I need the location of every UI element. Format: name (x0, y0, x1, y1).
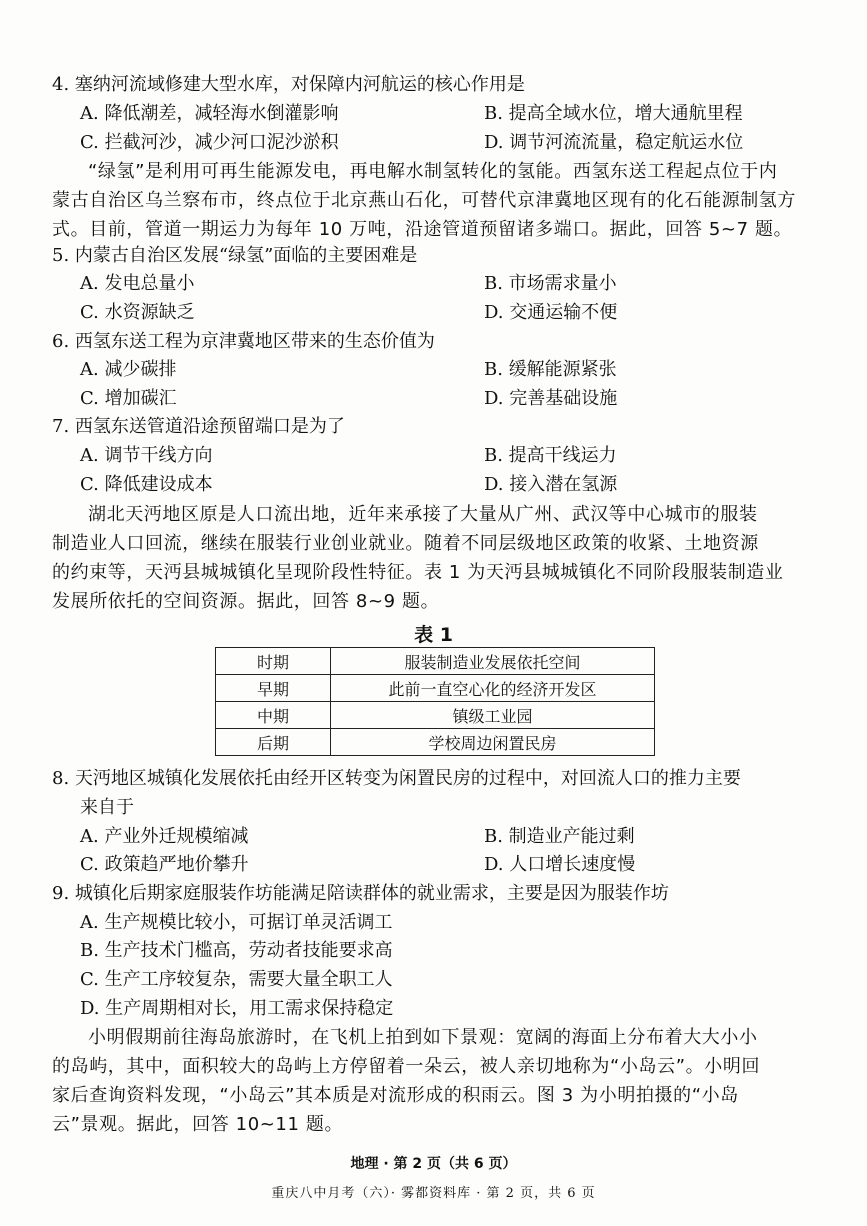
table-row (216, 729, 655, 756)
table-header-cell: 时期 (216, 648, 331, 675)
q5-option-d: D. 交通运输不便 (484, 302, 618, 323)
q8-option-a: A. 产业外迁规模缩减 (80, 826, 249, 847)
q5-option-c: C. 水资源缺乏 (80, 302, 195, 323)
passage3-line4: 云”景观。据此，回答 10~11 题。 (52, 1114, 344, 1135)
q8-stem-line2: 来自于 (80, 797, 134, 818)
q4-option-c: C. 拦截河沙，减少河口泥沙淤积 (80, 132, 339, 153)
q8-option-c: C. 政策趋严地价攀升 (80, 854, 249, 875)
table-header-cell: 服装制造业发展依托空间 (331, 648, 655, 675)
q4-option-a: A. 降低潮差，减轻海水倒灌影响 (80, 103, 339, 124)
passage2-line1: 湖北天沔地区原是人口流出地，近年来承接了大量从广州、武汉等中心城市的服装 (88, 504, 758, 525)
table-cell: 镇级工业园 (331, 702, 655, 729)
table-cell: 早期 (216, 675, 331, 702)
q7-option-a: A. 调节干线方向 (80, 445, 213, 466)
passage1-line1: “绿氢”是利用可再生能源发电，再电解水制氢转化的氢能。西氢东送工程起点位于内 (88, 161, 778, 182)
q7-option-b: B. 提高干线运力 (484, 445, 617, 466)
page-number: 地理 · 第 2 页（共 6 页） (350, 1156, 517, 1172)
table-row (216, 702, 655, 729)
q9-option-b: B. 生产技术门槛高，劳动者技能要求高 (80, 940, 393, 961)
q5-stem: 5. 内蒙古自治区发展“绿氢”面临的主要困难是 (52, 245, 418, 266)
q5-option-b: B. 市场需求量小 (484, 273, 617, 294)
q6-option-d: D. 完善基础设施 (484, 388, 618, 409)
q6-option-c: C. 增加碳汇 (80, 388, 177, 409)
passage3-line2: 的岛屿，其中，面积较大的岛屿上方停留着一朵云，被人亲切地称为“小岛云”。小明回 (52, 1056, 761, 1077)
q8-option-d: D. 人口增长速度慢 (484, 854, 636, 875)
source-line: 重庆八中月考（六）· 雾都资料库 · 第 2 页，共 6 页 (271, 1186, 596, 1201)
table-cell: 学校周边闲置民房 (331, 729, 655, 756)
passage3-line1: 小明假期前往海岛旅游时，在飞机上拍到如下景观：宽阔的海面上分布着大大小小 (88, 1027, 758, 1048)
q7-option-c: C. 降低建设成本 (80, 474, 213, 495)
passage1-line3: 式。目前，管道一期运力为每年 10 万吨，沿途管道预留诸多端口。据此，回答 5~7 题。 (52, 219, 793, 240)
passage2-line4: 发展所依托的空间资源。据此，回答 8~9 题。 (52, 591, 440, 612)
q4-option-d: D. 调节河流流量，稳定航运水位 (484, 132, 744, 153)
q4-option-b: B. 提高全域水位，增大通航里程 (484, 103, 743, 124)
table-cell: 后期 (216, 729, 331, 756)
q6-stem: 6. 西氢东送工程为京津冀地区带来的生态价值为 (52, 331, 435, 352)
q8-option-b: B. 制造业产能过剩 (484, 826, 635, 847)
q6-option-a: A. 减少碳排 (80, 359, 177, 380)
table-row (216, 675, 655, 702)
q9-option-c: C. 生产工序较复杂，需要大量全职工人 (80, 969, 393, 990)
passage2-line3: 的约束等，天沔县城城镇化呈现阶段性特征。表 1 为天沔县城城镇化不同阶段服装制造业 (52, 562, 784, 583)
table-cell: 此前一直空心化的经济开发区 (331, 675, 655, 702)
q7-stem: 7. 西氢东送管道沿途预留端口是为了 (52, 416, 345, 437)
table-cell: 中期 (216, 702, 331, 729)
q5-option-a: A. 发电总量小 (80, 273, 195, 294)
passage-tianmian (52, 500, 818, 616)
passage-green-hydrogen (52, 157, 818, 244)
passage-island-cloud (52, 1023, 818, 1139)
q4-stem: 4. 塞纳河流域修建大型水库，对保障内河航运的核心作用是 (52, 74, 525, 95)
q6-option-b: B. 缓解能源紧张 (484, 359, 617, 380)
passage1-line2: 蒙古自治区乌兰察布市，终点位于北京燕山石化，可替代京津冀地区现有的化石能源制氢方 (52, 190, 796, 211)
table-1 (215, 647, 655, 756)
table-caption: 表 1 (414, 624, 453, 646)
q9-option-d: D. 生产周期相对长，用工需求保持稳定 (80, 998, 394, 1019)
passage2-line2: 制造业人口回流，继续在服装行业创业就业。随着不同层级地区政策的收紧、土地资源 (52, 533, 759, 554)
q7-option-d: D. 接入潜在氢源 (484, 474, 618, 495)
q9-option-a: A. 生产规模比较小，可据订单灵活调工 (80, 912, 393, 933)
q8-stem-line1: 8. 天沔地区城镇化发展依托由经开区转变为闲置民房的过程中，对回流人口的推力主要 (52, 768, 741, 789)
passage3-line3: 家后查询资料发现，“小岛云”其本质是对流形成的积雨云。图 3 为小明拍摄的“小岛 (52, 1085, 739, 1106)
q9-stem: 9. 城镇化后期家庭服装作坊能满足陪读群体的就业需求，主要是因为服装作坊 (52, 883, 669, 904)
table-header-row (216, 648, 655, 675)
